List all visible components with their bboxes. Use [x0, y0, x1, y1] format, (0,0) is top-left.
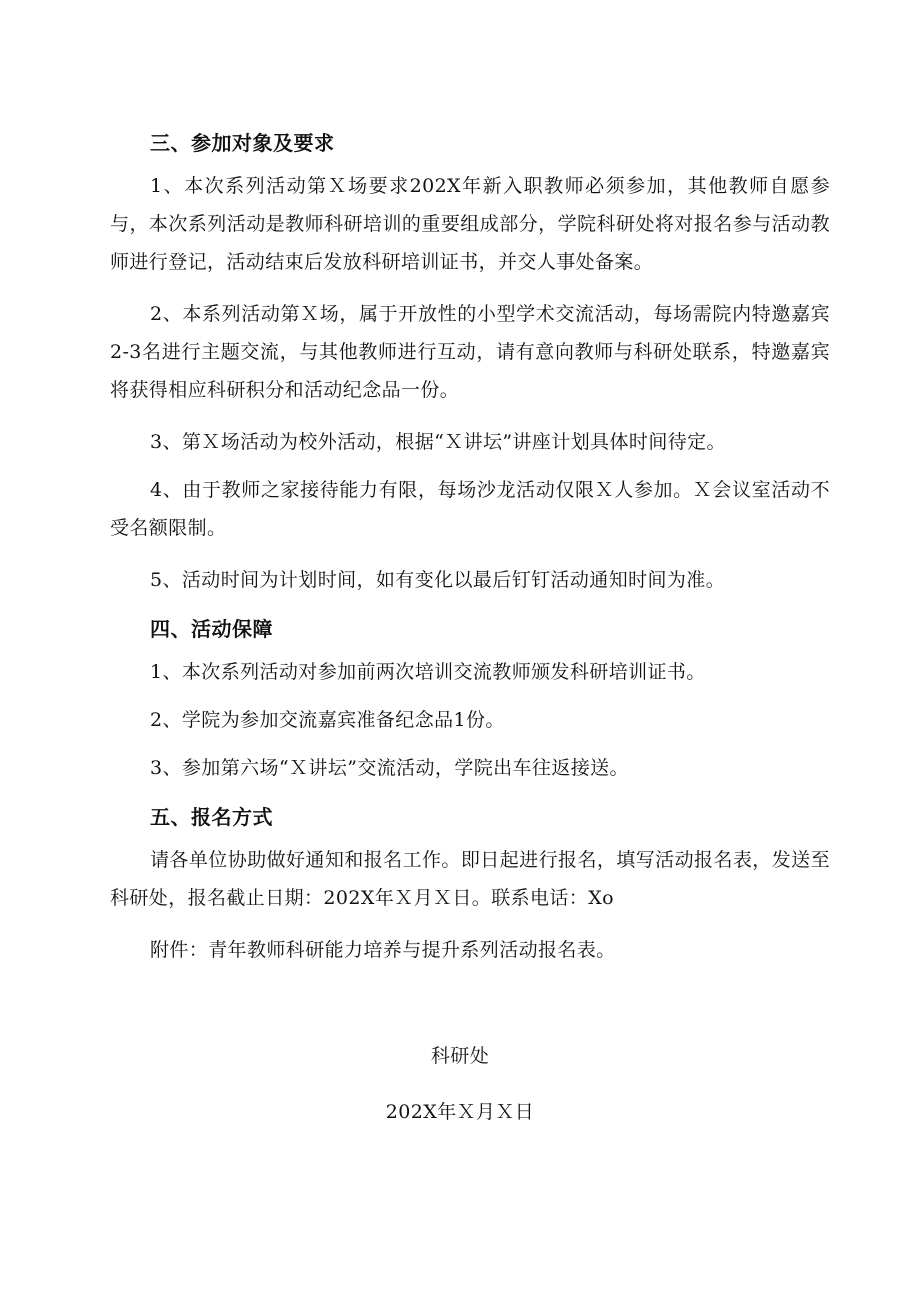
- paragraph: 附件：青年教师科研能力培养与提升系列活动报名表。: [150, 939, 616, 961]
- signature-date: 202X年Ｘ月Ｘ日: [385, 1101, 535, 1123]
- paragraph: 3、第Ｘ场活动为校外活动，根据“Ｘ讲坛”讲座计划具体时间待定。: [150, 431, 726, 453]
- paragraph: 1、本次系列活动第Ｘ场要求202X年新入职教师必须参加，其他教师自愿参与，本次系列活动是教师科研培训的重要组成部分，学院科研处将对报名参与活动教师进行登记，活动结束后发放科研培训证书，并交人事处备案。: [110, 175, 830, 273]
- section-heading: 三、参加对象及要求: [150, 131, 335, 155]
- paragraph: 3、参加第六场“Ｘ讲坛”交流活动，学院出车往返接送。: [150, 757, 629, 779]
- paragraph: 5、活动时间为计划时间，如有变化以最后钉钉活动通知时间为准。: [150, 569, 726, 591]
- paragraph: 4、由于教师之家接待能力有限，每场沙龙活动仅限Ｘ人参加。Ｘ会议室活动不受名额限制。: [110, 479, 830, 539]
- section-heading: 四、活动保障: [150, 617, 273, 641]
- paragraph: 1、本次系列活动对参加前两次培训交流教师颁发科研培训证书。: [150, 661, 706, 683]
- signature-org: 科研处: [430, 1045, 490, 1067]
- paragraph: 2、学院为参加交流嘉宾准备纪念品1份。: [150, 709, 505, 731]
- document-body: [110, 123, 830, 979]
- section-heading: 五、报名方式: [150, 805, 273, 829]
- paragraph: 请各单位协助做好通知和报名工作。即日起进行报名，填写活动报名表，发送至科研处，报名截止日期：202X年Ｘ月Ｘ日。联系电话：Xo: [110, 849, 830, 909]
- paragraph: 2、本系列活动第Ｘ场，属于开放性的小型学术交流活动，每场需院内特邀嘉宾2-3名进行主题交流，与其他教师进行互动，请有意向教师与科研处联系，特邀嘉宾将获得相应科研积分和活动纪念品一份。: [110, 303, 830, 401]
